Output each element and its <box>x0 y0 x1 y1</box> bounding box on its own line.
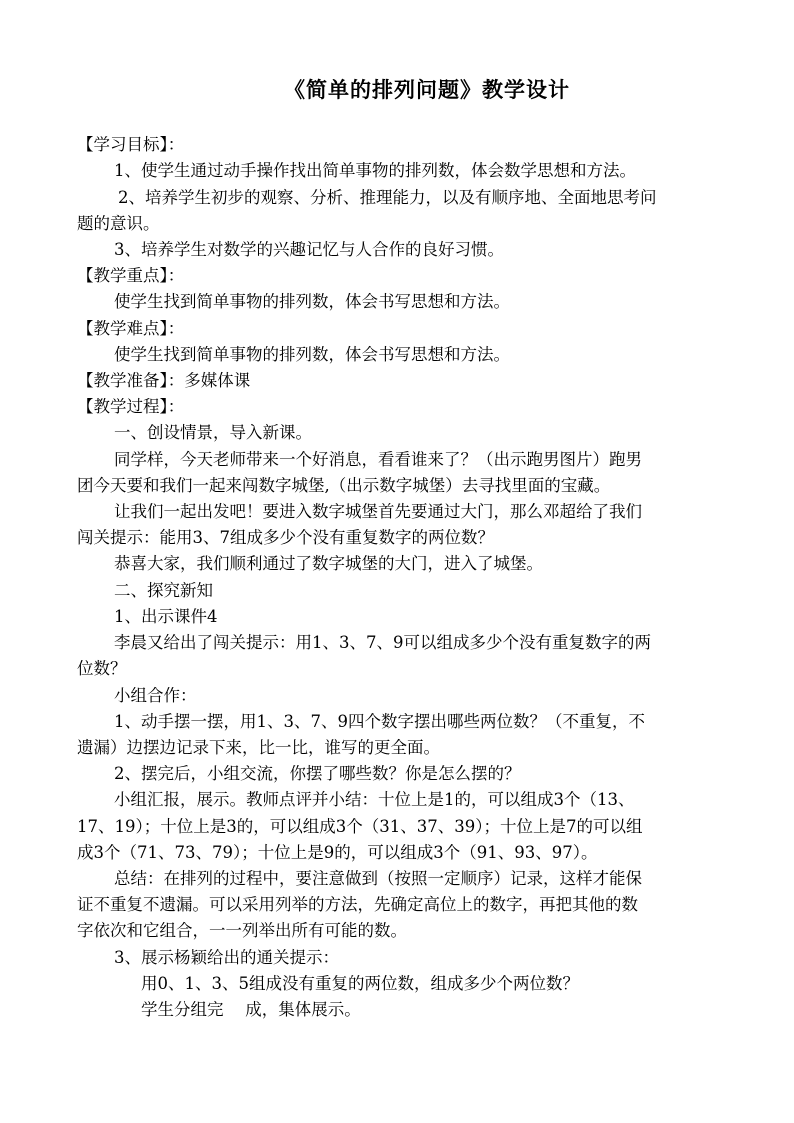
heading-teaching-preparation: 【教学准备】：多媒体课 <box>77 371 251 390</box>
paragraph-line: 17、19）；十位上是3的，可以组成3个（31、37、39）；十位上是7的可以组 <box>77 817 643 836</box>
heading-teaching-process: 【教学过程】： <box>77 397 185 416</box>
document-title: 《简单的排列问题》教学设计 <box>284 77 570 102</box>
heading-teaching-focus: 【教学重点】： <box>77 266 185 285</box>
paragraph-line: 总结：在排列的过程中，要注意做到（按照一定顺序）记录，这样才能保 <box>114 869 642 888</box>
paragraph-line: 恭喜大家，我们顺利通过了数字城堡的大门，进入了城堡。 <box>114 554 543 573</box>
paragraph-line: 成3个（71、73、79）；十位上是9的，可以组成3个（91、93、97）。 <box>77 843 598 862</box>
teaching-difficulty-text: 使学生找到简单事物的排列数，体会书写思想和方法。 <box>114 345 510 364</box>
teaching-focus-text: 使学生找到简单事物的排列数，体会书写思想和方法。 <box>114 292 510 311</box>
paragraph-line: 1、动手摆一摆，用1、3、7、9四个数字摆出哪些两位数？（不重复，不 <box>114 712 645 731</box>
paragraph-line: 李晨又给出了闯关提示：用1、3、7、9可以组成多少个没有重复数字的两 <box>114 633 651 652</box>
section-1-heading: 一、创设情景，导入新课。 <box>114 423 312 442</box>
paragraph-line: 遗漏）边摆边记录下来，比一比，谁写的更全面。 <box>77 738 440 757</box>
paragraph-line: 同学样，今天老师带来一个好消息，看看谁来了？（出示跑男图片）跑男 <box>114 450 642 469</box>
paragraph-line: 团今天要和我们一起来闯数字城堡,（出示数字城堡）去寻找里面的宝藏。 <box>77 476 611 495</box>
objective-3: 3、培养学生对数学的兴趣记忆与人合作的良好习惯。 <box>114 240 504 259</box>
paragraph-line: 2、摆完后，小组交流，你摆了哪些数？你是怎么摆的？ <box>114 764 521 783</box>
paragraph-line: 1、出示课件4 <box>114 607 218 626</box>
objective-1: 1、使学生通过动手操作找出简单事物的排列数，体会数学思想和方法。 <box>114 161 636 180</box>
paragraph-line: 3、展示杨颖给出的通关提示： <box>114 948 339 967</box>
paragraph-line: 学生分组完 成，集体展示。 <box>141 1000 361 1019</box>
paragraph-line: 小组汇报，展示。教师点评并小结：十位上是1的，可以组成3个（13、 <box>114 790 635 809</box>
paragraph-line: 位数？ <box>77 659 127 678</box>
paragraph-line: 证不重复不遗漏。可以采用列举的方法，先确定高位上的数字，再把其他的数 <box>77 895 638 914</box>
paragraph-line: 小组合作： <box>114 686 197 705</box>
paragraph-line: 字依次和它组合，一一列举出所有可能的数。 <box>77 921 407 940</box>
paragraph-line: 闯关提示：能用3、7组成多少个没有重复数字的两位数？ <box>77 528 494 547</box>
heading-teaching-difficulty: 【教学难点】： <box>77 319 185 338</box>
section-2-heading: 二、探究新知 <box>114 581 213 600</box>
heading-learning-objectives: 【学习目标】： <box>77 135 185 154</box>
paragraph-line: 让我们一起出发吧！要进入数字城堡首先要通过大门，那么邓超给了我们 <box>114 502 642 521</box>
paragraph-line: 用0、1、3、5组成没有重复的两位数，组成多少个两位数？ <box>141 974 579 993</box>
objective-2: 2、培养学生初步的观察、分析、推理能力，以及有顺序地、全面地思考问 <box>118 188 657 207</box>
objective-2-cont: 题的意识。 <box>77 214 160 233</box>
